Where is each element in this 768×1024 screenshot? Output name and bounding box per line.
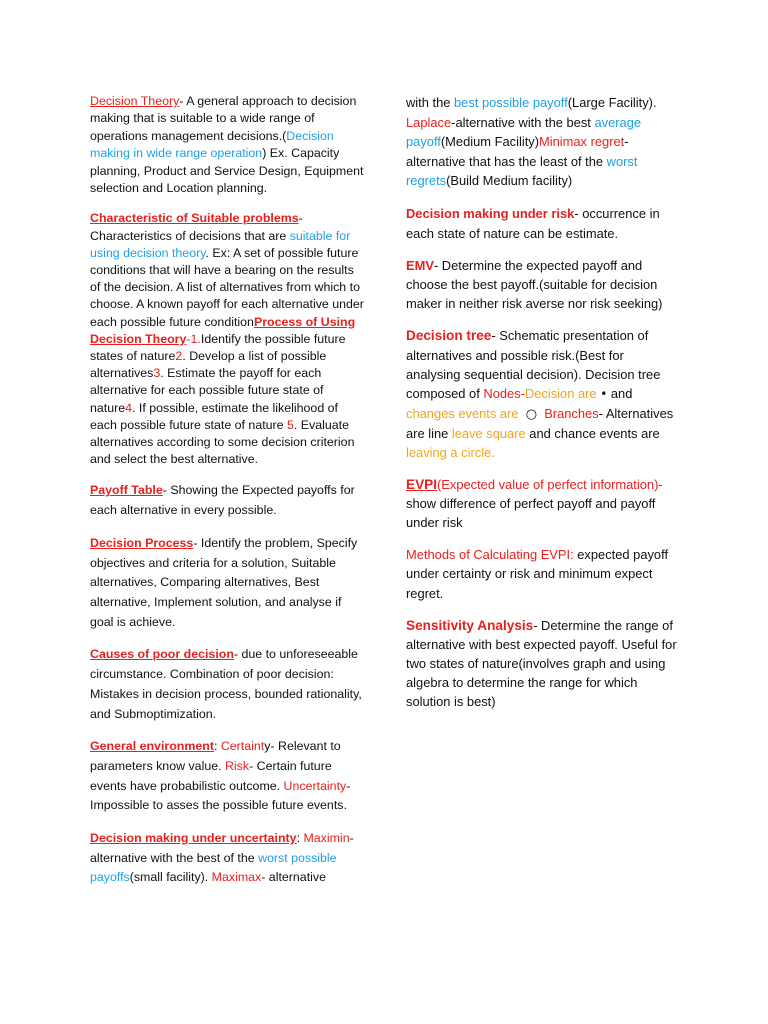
text: - alternative that has the least of the xyxy=(406,134,629,169)
dash: - xyxy=(520,385,525,401)
highlight: Decision making in wide range operation xyxy=(90,128,334,161)
step-number: 4 xyxy=(125,400,133,415)
branches-term: Branches xyxy=(544,405,599,421)
text: . Develop a list of possible alternatives xyxy=(90,349,327,381)
highlight: changes events are xyxy=(406,405,519,421)
text: - Determine the range of alternative with best expected payoff. Useful for two states of nature(involves graph and using algebra to determine the range for which solution is best) xyxy=(406,617,677,710)
text: - Impossible to asses the possible future events. xyxy=(90,778,351,813)
decision-tree-term: Decision tree xyxy=(406,328,492,344)
text: - due to unforeseeable circumstance. Combination of poor decision: Mistakes in decision process, bounded rationality, and Submoptimization. xyxy=(90,647,362,721)
text: - Certain future events have probabilistic outcome. xyxy=(90,758,332,793)
highlight: leaving a circle. xyxy=(406,445,495,460)
general-environment-term: General environment xyxy=(90,739,214,754)
text: - alternative xyxy=(261,870,326,885)
text: ) Ex. Capacity planning, Product and Service Design, Equipment selection and Location planning. xyxy=(90,146,364,196)
text: . Ex: A set of possible future conditions that will have a bearing on the results of the decision. A list of alternatives from which to choose. A known payoff for each alternative under each possible future condition xyxy=(90,245,364,329)
highlight: worst regrets xyxy=(406,153,638,189)
decision-tree-paragraph xyxy=(406,326,678,462)
certainty-term: Certaint xyxy=(220,739,265,754)
text: - occurrence in each state of nature can be estimate. xyxy=(406,205,660,241)
text: - alternative with the best of the xyxy=(90,831,354,865)
text: : xyxy=(296,831,304,846)
process-term: Process of Using Decision Theory xyxy=(90,314,356,346)
text: : xyxy=(213,739,221,754)
minimax-regret-term: Minimax regret xyxy=(539,134,625,150)
nodes-term: Nodes xyxy=(483,385,521,401)
text: Identify the possible future states of nature xyxy=(90,331,346,364)
evpi-methods-paragraph xyxy=(406,545,678,602)
emv-paragraph xyxy=(406,256,678,313)
decision-process-paragraph xyxy=(90,534,365,633)
highlight: suitable for using decision theory xyxy=(90,228,351,260)
step-number: 2 xyxy=(175,349,183,364)
text: - Alternatives are line xyxy=(406,405,674,441)
evpi-paragraph xyxy=(406,475,678,532)
maximin-term: Maximin xyxy=(303,831,350,846)
text: - Identify the problem, Specify objectives and criteria for a solution, Suitable alternatives, Comparing alternatives, Best alternative, Implement solution, and analyse if goal is achieve. xyxy=(90,535,358,629)
text: . Evaluate alternatives according to some decision criterion and select the best alternative. xyxy=(90,417,355,467)
uncertainty-term: Uncertainty xyxy=(283,778,347,793)
uncertainty-paragraph xyxy=(90,829,365,888)
text: - A general approach to decision making that is suitable to a wide range of operations management decisions.( xyxy=(90,94,357,143)
sensitivity-paragraph xyxy=(406,616,678,711)
text: and xyxy=(607,385,633,401)
poor-decision-paragraph xyxy=(90,645,365,724)
emv-term: EMV xyxy=(406,258,434,274)
left-column xyxy=(90,93,365,901)
poor-decision-term: Causes of poor decision xyxy=(90,647,234,662)
text: - Determine the expected payoff and choose the best payoff.(suitable for decision maker in neither risk averse nor risk seeking) xyxy=(406,258,663,312)
circle-icon: ○ xyxy=(525,406,538,422)
payoff-table-term: Payoff Table xyxy=(90,483,163,498)
text: . If possible, estimate the likelihood of each possible future state of nature xyxy=(90,400,338,432)
text: (small facility). xyxy=(129,870,212,885)
text: (Build Medium facility) xyxy=(446,173,573,189)
characteristic-paragraph xyxy=(90,210,365,468)
highlight: worst possible payoffs xyxy=(90,850,337,885)
criteria-paragraph xyxy=(406,93,678,191)
right-column xyxy=(406,93,678,724)
highlight: best possible payoff xyxy=(454,95,568,110)
decision-process-term: Decision Process xyxy=(90,535,194,550)
text: y- Relevant to parameters know value. xyxy=(90,739,341,773)
text: show difference of perfect payoff and payoff under risk xyxy=(406,496,656,531)
payoff-table-paragraph xyxy=(90,481,365,520)
laplace-term: Laplace xyxy=(406,114,452,130)
highlight: average payoff xyxy=(406,114,642,150)
step-number: -1. xyxy=(186,331,201,346)
text: with the xyxy=(406,95,455,110)
characteristic-term: Characteristic of Suitable problems xyxy=(90,211,299,226)
text: (Medium Facility) xyxy=(440,134,540,150)
decision-theory-paragraph xyxy=(90,93,365,197)
general-environment-paragraph xyxy=(90,737,365,816)
text: -alternative with the best xyxy=(451,114,595,130)
text: (Large Facility). xyxy=(567,95,657,110)
risk-paragraph xyxy=(406,204,678,243)
decision-under-risk-term: Decision making under risk xyxy=(406,205,575,221)
evpi-definition: (Expected value of perfect information)- xyxy=(436,477,663,493)
text: - Characteristics of decisions that are xyxy=(90,211,303,243)
risk-term: Risk xyxy=(224,758,250,773)
sensitivity-analysis-term: Sensitivity Analysis xyxy=(406,617,534,633)
text: - Schematic presentation of alternatives and possible risk.(Best for analysing sequential decision). Decision tree composed of xyxy=(406,328,661,401)
text: . Estimate the payoff for each alternative for each possible future state of nature xyxy=(90,366,324,415)
text: - Showing the Expected payoffs for each alternative in every possible. xyxy=(90,483,355,518)
decision-theory-term: Decision Theory xyxy=(90,94,180,108)
uncertainty-heading: Decision making under uncertainty xyxy=(90,831,297,846)
step-number: 3 xyxy=(153,366,161,381)
evpi-methods-term: Methods of Calculating EVPI: xyxy=(406,547,574,563)
step-number: 5 xyxy=(287,417,294,432)
text: expected payoff under certainty or risk and minimum expect regret. xyxy=(406,547,669,601)
text: and chance events are xyxy=(525,425,660,441)
highlight: leave square xyxy=(451,425,526,441)
highlight: Decision are xyxy=(524,385,597,401)
evpi-term: EVPI xyxy=(406,477,437,493)
filled-dot-icon: • xyxy=(600,386,608,401)
maximax-term: Maximax xyxy=(211,870,262,885)
